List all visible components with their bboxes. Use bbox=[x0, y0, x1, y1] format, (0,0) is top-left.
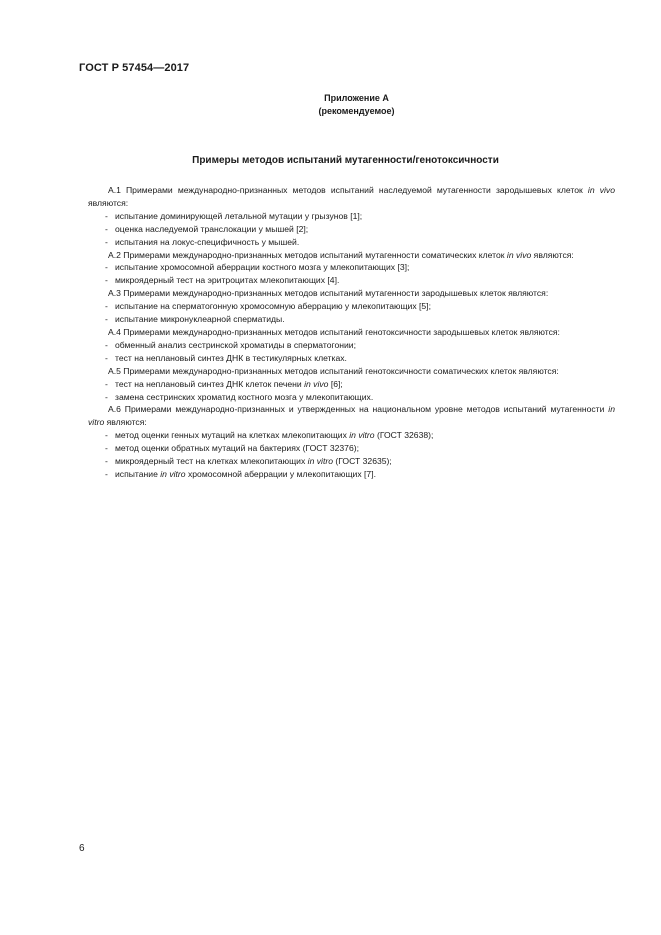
list-item: - замена сестринских хроматид костного мозга у млекопитающих. bbox=[105, 391, 374, 402]
list-item: - микроядерный тест на клетках млекопитающих in vitro (ГОСТ 32635); bbox=[105, 456, 392, 467]
document-code: ГОСТ Р 57454—2017 bbox=[79, 62, 190, 74]
list-item: - испытание хромосомной аберрации костного мозга у млекопитающих [3]; bbox=[105, 262, 410, 273]
list-item: - тест на неплановый синтез ДНК в тестикулярных клетках. bbox=[105, 352, 347, 363]
appendix-subtitle: (рекомендуемое) bbox=[318, 106, 395, 116]
list-item: - испытания на локус-специфичность у мышей. bbox=[105, 236, 300, 247]
list-item: - тест на неплановый синтез ДНК клеток печени in vivo [6]; bbox=[105, 378, 343, 389]
section-title: Примеры методов испытаний мутагенности/генотоксичности bbox=[192, 155, 499, 166]
list-item: - обменный анализ сестринской хроматиды в сперматогонии; bbox=[105, 339, 356, 350]
document-body bbox=[88, 184, 615, 481]
list-item: - метод оценки обратных мутаций на бактериях (ГОСТ 32376); bbox=[105, 443, 359, 454]
page-number: 6 bbox=[79, 843, 85, 854]
paragraph-a3: А.3 Примерами международно-признанных методов испытаний мутагенности зародышевых клеток являются: bbox=[108, 288, 549, 299]
paragraph-a5: А.5 Примерами международно-признанных методов испытаний генотоксичности соматических клеток являются: bbox=[108, 365, 559, 376]
list-item: - испытание на сперматогонную хромосомную аберрацию у млекопитающих [5]; bbox=[105, 301, 431, 312]
paragraph-a4: А.4 Примерами международно-признанных методов испытаний генотоксичности зародышевых клеток являются: bbox=[108, 326, 560, 337]
appendix-heading bbox=[0, 92, 661, 118]
list-item: - метод оценки генных мутаций на клетках млекопитающих in vitro (ГОСТ 32638); bbox=[105, 430, 434, 441]
list-item: - испытание in vitro хромосомной аберрации у млекопитающих [7]. bbox=[105, 468, 376, 479]
list-item: - испытание микронуклеарной сперматиды. bbox=[105, 314, 285, 325]
paragraph-a2: А.2 Примерами международно-признанных методов испытаний мутагенности соматических клеток in vivo являются: bbox=[108, 249, 574, 260]
paragraph-a1: А.1 Примерами международно-признанных методов испытаний наследуемой мутагенности зародышевых клеток in vivo являются: bbox=[88, 185, 615, 208]
paragraph-a6: А.6 Примерами международно-признанных и утвержденных на национальном уровне методов испытаний мутагенности in vitro являются: bbox=[88, 404, 615, 428]
list-item: - оценка наследуемой транслокации у мышей [2]; bbox=[105, 223, 309, 234]
list-item: - испытание доминирующей летальной мутации у грызунов [1]; bbox=[105, 210, 363, 221]
list-item: - микроядерный тест на эритроцитах млекопитающих [4]. bbox=[105, 275, 340, 286]
appendix-title: Приложение А bbox=[324, 93, 389, 103]
